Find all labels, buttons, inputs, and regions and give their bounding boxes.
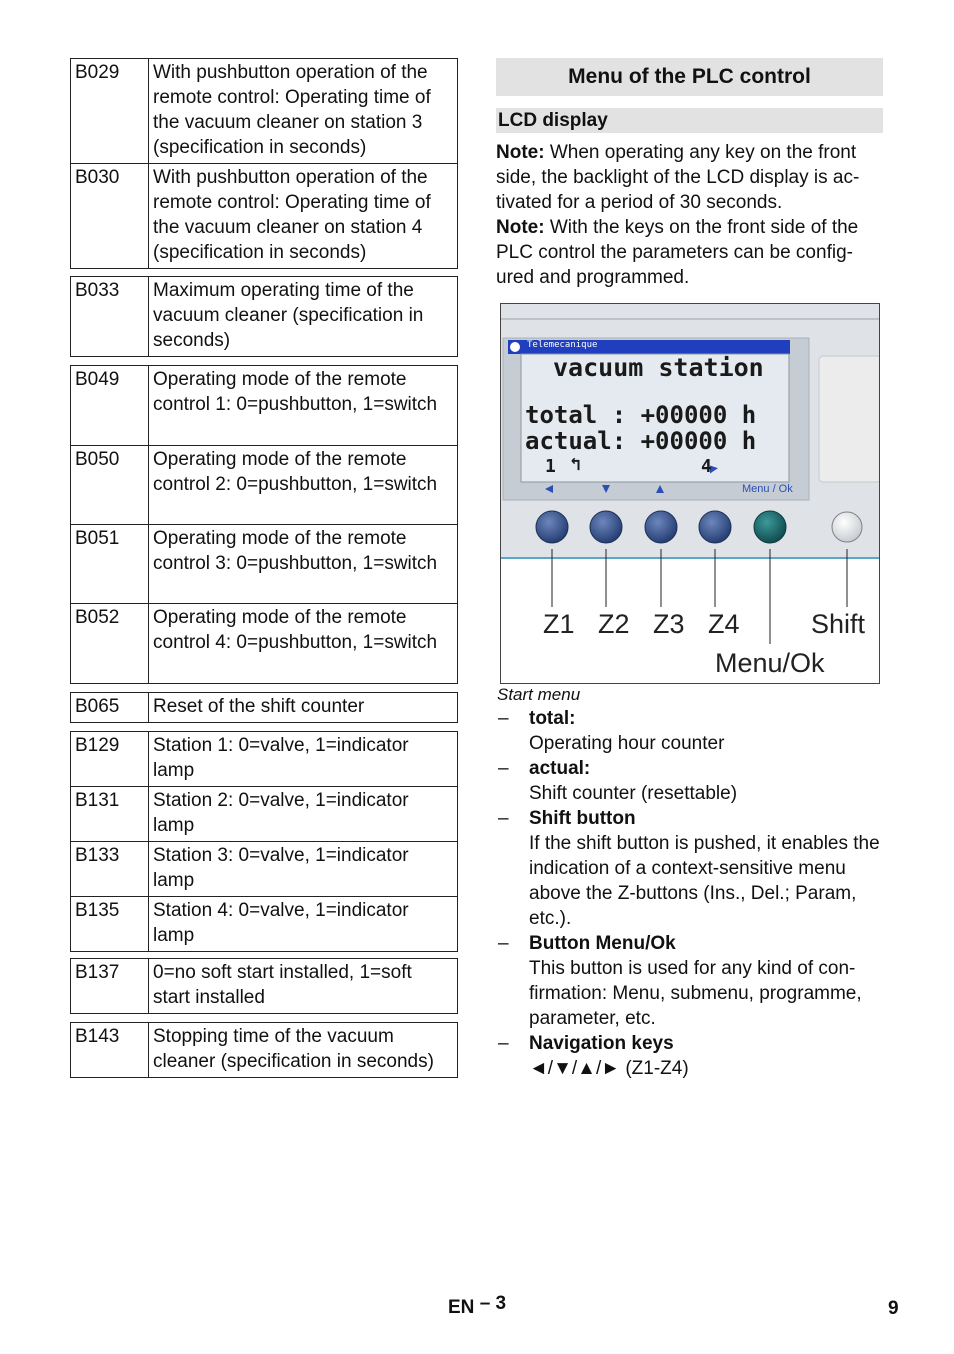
param-code: B030 [71,164,149,269]
param-code: B029 [71,59,149,164]
list-dash: – [498,933,509,954]
param-table-1 [70,58,458,269]
definition-term: total: [529,708,576,729]
list-dash: – [498,708,509,729]
list-item [496,1031,886,1081]
definition-term: actual: [529,758,591,779]
z3-button [645,511,677,543]
lcd-cursor-icon: ↰ [570,454,581,475]
param-code: B131 [71,787,149,842]
side-cover [819,356,880,482]
param-description: Operating mode of the remote control 4: 0=pushbutton, 1=switch [149,604,458,684]
param-description: 0=no soft start installed, 1=soft start installed [149,959,458,1014]
note-paragraph [496,140,886,215]
footer-lang: EN [448,1297,475,1318]
definition-desc: Shift counter (resettable) [529,783,738,804]
lcd-line-4-left: 1 [545,456,556,477]
lcd-line-2: total : +00000 h [525,401,757,429]
param-description: With pushbutton operation of the remote control: Operating time of the vacuum cleaner on station 3 (specification in seconds) [149,59,458,164]
footer-sub: – 3 [479,1293,507,1314]
param-code: B133 [71,842,149,897]
menu-ok-button [754,511,786,543]
param-description: With pushbutton operation of the remote control: Operating time of the vacuum cleaner on station 4 (specification in seconds) [149,164,458,269]
definition-term: Button Menu/Ok [529,933,676,954]
table-row [71,59,458,164]
param-table-3 [70,365,458,684]
brand-logo-icon [510,342,520,352]
menu-ok-small-label: Menu / Ok [742,483,793,495]
table-row [71,897,458,952]
brand-name: Telemecanique [527,340,598,350]
param-table-6 [70,958,458,1014]
table-row [71,446,458,525]
param-code: B143 [71,1023,149,1078]
param-description: Station 2: 0=valve, 1=indicator lamp [149,787,458,842]
param-table-7 [70,1022,458,1078]
definition-desc: ◄/▼/▲/► (Z1-Z4) [529,1058,689,1079]
z1-label: Z1 [543,609,575,639]
param-code: B129 [71,732,149,787]
list-item [496,931,886,1031]
z3-label: Z3 [653,609,685,639]
list-item [496,806,886,931]
definition-term: Navigation keys [529,1033,674,1054]
table-row [71,525,458,604]
figure-caption: Start menu [497,685,581,704]
note-paragraph [496,215,886,290]
param-description: Station 3: 0=valve, 1=indicator lamp [149,842,458,897]
list-dash: – [498,1033,509,1054]
param-code: B050 [71,446,149,525]
shift-label: Shift [811,609,866,639]
param-code: B065 [71,693,149,723]
param-code: B033 [71,277,149,357]
param-description: Operating mode of the remote control 2: 0=pushbutton, 1=switch [149,446,458,525]
param-description: Reset of the shift counter [149,693,458,723]
param-code: B051 [71,525,149,604]
table-row [71,164,458,269]
param-description: Station 1: 0=valve, 1=indicator lamp [149,732,458,787]
param-table-4 [70,692,458,723]
lcd-line-1: vacuum station [553,353,764,382]
definition-desc: Operating hour counter [529,733,725,754]
page-number: 9 [888,1298,899,1319]
footer-language [448,1293,507,1319]
shift-button [832,512,862,542]
table-row [71,366,458,446]
list-dash: – [498,808,509,829]
note-text: When operating any key on the front side, the backlight of the LCD display is ac-tivated for a period of 30 seconds. [496,142,860,213]
z2-button [590,511,622,543]
param-description: Maximum operating time of the vacuum cleaner (specification in seconds) [149,277,458,357]
table-row [71,277,458,357]
section-heading: Menu of the PLC control [496,58,883,96]
param-table-2 [70,276,458,357]
definition-desc: This button is used for any kind of con-firmation: Menu, submenu, programme, parameter, etc. [529,958,862,1029]
param-code: B052 [71,604,149,684]
param-code: B137 [71,959,149,1014]
note-label: Note: [496,142,545,163]
z2-label: Z2 [598,609,630,639]
param-description: Stopping time of the vacuum cleaner (specification in seconds) [149,1023,458,1078]
subsection-heading: LCD display [496,108,883,133]
list-item [496,706,886,756]
z4-button [699,511,731,543]
table-row [71,604,458,684]
note-text: With the keys on the front side of the PLC control the parameters can be config-ured and programmed. [496,217,859,288]
z4-label: Z4 [708,609,740,639]
lcd-line-3: actual: +00000 h [525,427,757,455]
table-row [71,693,458,723]
definition-desc: If the shift button is pushed, it enables the indication of a context-sensitive menu above the Z-buttons (Ins., Del.; Param, etc.). [529,833,880,929]
table-row [71,787,458,842]
table-row [71,732,458,787]
list-item [496,756,886,806]
menu-ok-label: Menu/Ok [715,648,825,678]
definition-list [496,706,886,1081]
param-description: Operating mode of the remote control 3: 0=pushbutton, 1=switch [149,525,458,604]
param-table-5 [70,731,458,952]
z1-button [536,511,568,543]
table-row [71,1023,458,1078]
param-code: B049 [71,366,149,446]
param-description: Operating mode of the remote control 1: 0=pushbutton, 1=switch [149,366,458,446]
definition-term: Shift button [529,808,636,829]
table-row [71,959,458,1014]
table-row [71,842,458,897]
notes-block [496,140,886,290]
param-code: B135 [71,897,149,952]
lcd-line-4-right: 4 [701,456,712,477]
plc-panel-figure [500,303,880,684]
list-dash: – [498,758,509,779]
note-label: Note: [496,217,545,238]
param-description: Station 4: 0=valve, 1=indicator lamp [149,897,458,952]
